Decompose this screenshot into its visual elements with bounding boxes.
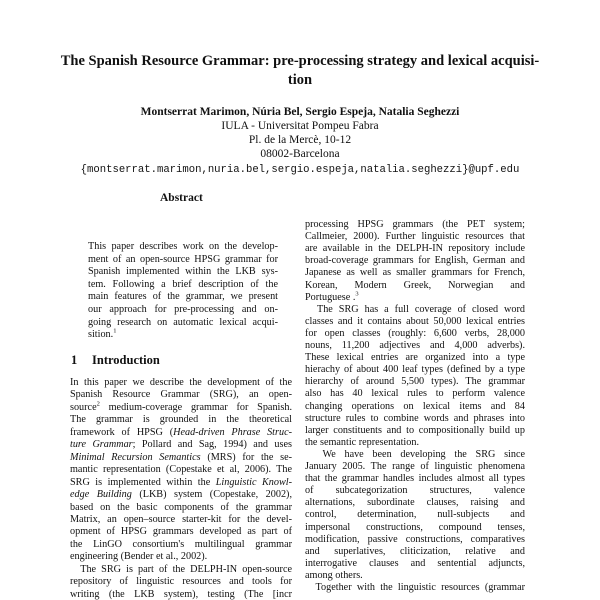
text-segment: going research on automatic lexical acqui- — [88, 316, 278, 328]
text-segment: the semantic representation. — [305, 436, 419, 448]
text-line — [70, 464, 292, 475]
authors: Montserrat Marimon, Núria Bel, Sergio Espeja, Natalia Seghezzi — [140, 106, 460, 118]
italic-text: Head-driven Phrase Struc- — [173, 426, 292, 438]
text-segment: Portuguese . — [305, 291, 356, 303]
text-line — [305, 546, 525, 557]
text-line — [305, 219, 525, 230]
text-line — [70, 452, 292, 463]
text-segment: tem. Following a brief description of the — [88, 278, 278, 290]
affiliation-line: IULA - Universitat Pompeu Fabra — [221, 120, 379, 132]
text-line — [70, 427, 292, 438]
text-segment: opment of HPSG grammars developed as part of — [70, 526, 292, 538]
text-segment: broad-coverage grammars for English, German and — [305, 255, 525, 267]
text-segment: The SRG is part of the DELPH-IN open-source — [70, 563, 292, 575]
text-line — [305, 388, 525, 399]
text-line — [88, 329, 278, 340]
text-line — [305, 473, 525, 484]
text-line — [305, 485, 525, 496]
text-segment: processing HPSG grammars (the PET system; — [305, 219, 525, 230]
text-segment: larger constituents and to compositionally build up — [305, 424, 525, 436]
affiliation-line: Pl. de la Mercè, 10-12 — [248, 134, 352, 146]
text-line — [305, 582, 525, 593]
text-segment: We have been developing the SRG since — [305, 448, 525, 460]
text-line — [305, 401, 525, 412]
text-line — [305, 376, 525, 387]
text-segment: among others. — [305, 569, 363, 581]
affiliation-line: 08002-Barcelona — [260, 148, 340, 160]
text-segment: are available in the DELPH-IN repository include — [305, 243, 525, 255]
text-segment: that the grammar handles includes almost all types — [305, 473, 525, 485]
text-segment: based on the basic components of the grammar — [70, 501, 292, 513]
text-line — [88, 317, 278, 328]
text-segment: Japanese as well as smaller grammars for French, — [305, 267, 525, 279]
text-segment: Callmeier, 2000). Further linguistic resources that — [305, 231, 525, 243]
text-line — [88, 304, 278, 315]
text-segment: main features of the grammar, we present — [88, 291, 278, 303]
text-line — [88, 279, 278, 290]
text-line — [305, 497, 525, 508]
text-line — [305, 461, 525, 472]
paper-title-line-2: tion — [287, 72, 313, 88]
text-segment: Spanish implemented within the LKB sys- — [88, 266, 278, 278]
text-line — [88, 241, 278, 252]
text-line — [70, 564, 292, 575]
text-line — [305, 558, 525, 569]
text-segment: January 2005. The range of linguistic phenomena — [305, 461, 525, 472]
text-segment: engineering (Bender et al., 2002). — [70, 551, 208, 563]
text-line — [70, 477, 292, 488]
text-line — [70, 589, 292, 600]
text-segment: In this paper we describe the development of the — [70, 377, 292, 388]
text-segment: structure rules to combine words and phrases into — [305, 412, 525, 424]
text-line — [305, 522, 525, 533]
text-segment: nouns, 11,200 adjectives and 4,000 adverbs). — [305, 340, 525, 351]
text-line — [70, 502, 292, 513]
text-segment: changing operations on lexical items and 84 — [305, 400, 525, 412]
text-segment: hierachy of about 400 leaf types (defined by a type — [305, 364, 525, 376]
italic-text: Minimal Recursion Semantics — [70, 451, 201, 463]
text-line — [305, 292, 525, 303]
italic-text: edge Building — [70, 489, 132, 501]
text-segment: the LinGO consortium's multilingual grammar — [70, 538, 292, 550]
text-segment: interrogative clauses and sentential adjuncts, — [305, 557, 525, 569]
text-segment: sition. — [88, 329, 114, 341]
text-line — [305, 328, 525, 339]
text-segment: writing (the LKB system), testing (The [incr — [70, 588, 292, 600]
text-line — [305, 304, 525, 315]
text-segment: also has 40 lexical rules to perform valence — [305, 388, 525, 400]
author-emails: {montserrat.marimon,nuria.bel,sergio.espeja,natalia.seghezzi}@upf.edu — [80, 164, 520, 176]
text-segment: ; Pollard and Sag, 1994) and uses — [132, 439, 292, 451]
text-line — [305, 534, 525, 545]
text-segment: of subcategorization structures, valence — [305, 485, 525, 497]
text-segment: Korean, Modern Greek, Norwegian and — [305, 279, 525, 291]
text-line — [305, 437, 525, 448]
abstract-heading: Abstract — [160, 192, 203, 204]
footnote-marker: 1 — [113, 327, 117, 335]
text-segment: Spanish Resource Grammar (SRG), an open- — [70, 389, 292, 401]
text-segment: our approach for pre-processing and on- — [88, 304, 278, 315]
text-segment: alternations, subordinate clauses, raising and — [305, 497, 525, 509]
text-line — [305, 280, 525, 291]
text-segment: SRG is implemented within the — [70, 476, 216, 488]
text-line — [305, 509, 525, 520]
text-line — [88, 291, 278, 302]
text-line — [70, 514, 292, 525]
section-heading-introduction: Introduction — [92, 353, 160, 367]
text-line — [305, 425, 525, 436]
text-line — [88, 266, 278, 277]
text-segment: The grammar is grounded in the theoretical — [70, 414, 292, 426]
text-line — [70, 377, 292, 388]
text-line — [88, 254, 278, 265]
paper-title-line-1: The Spanish Resource Grammar: pre-processing strategy and lexical acquisi- — [60, 53, 540, 69]
text-segment: source — [70, 401, 97, 413]
text-line — [305, 316, 525, 327]
text-line — [70, 402, 292, 413]
text-segment: classes and it contains about 50,000 lexical entries — [305, 315, 525, 327]
footnote-marker: 2 — [96, 400, 100, 408]
text-segment: (LKB) system (Copestake, 2002), — [131, 489, 292, 501]
text-segment: for open classes (roughly: 6,600 verbs, 28,000 — [305, 327, 525, 339]
text-segment: repository of linguistic resources and tools for — [70, 576, 292, 588]
text-line — [305, 267, 525, 278]
text-line — [70, 489, 292, 500]
footnote-marker: 3 — [355, 290, 359, 298]
text-segment: The SRG has a full coverage of closed word — [305, 303, 525, 315]
text-line — [70, 414, 292, 425]
text-segment: Together with the linguistic resources (grammar — [305, 582, 525, 593]
italic-text: ture Grammar — [70, 439, 133, 451]
text-segment: framework of HPSG ( — [70, 426, 174, 438]
section-number: 1 — [71, 353, 78, 367]
text-line — [70, 389, 292, 400]
text-line — [305, 352, 525, 363]
text-segment: (MRS) for the se- — [200, 451, 292, 463]
text-line — [305, 255, 525, 266]
text-line — [70, 539, 292, 550]
text-line — [70, 439, 292, 450]
text-segment: Matrix, an open–source starter-kit for the devel- — [70, 513, 292, 525]
text-line — [70, 576, 292, 587]
text-line — [305, 340, 525, 351]
text-segment: mantic representation (Copestake et al, 2006). The — [70, 464, 292, 476]
text-line — [305, 243, 525, 254]
text-segment: These lexical entries are organized into a type — [305, 352, 525, 364]
text-segment: medium-coverage grammar for Spanish. — [99, 401, 292, 413]
text-line — [305, 570, 525, 581]
text-line — [70, 526, 292, 537]
text-segment: modification, passive constructions, comparatives — [305, 533, 525, 545]
text-line — [305, 364, 525, 375]
text-line — [305, 449, 525, 460]
text-segment: impersonal constructions, compound tenses, — [305, 521, 525, 533]
text-segment: hierarchy of around 5,500 types). The grammar — [305, 376, 525, 388]
italic-text: Linguistic Knowl- — [215, 476, 292, 488]
text-line — [305, 413, 525, 424]
text-segment: ment of an open-source HPSG grammar for — [88, 253, 278, 265]
text-line — [70, 551, 292, 562]
text-segment: This paper describes work on the develop- — [88, 241, 278, 252]
text-line — [305, 231, 525, 242]
text-segment: and superlatives, cliticization, relative and — [305, 545, 525, 557]
text-segment: control, determination, null-subjects and — [305, 509, 525, 521]
